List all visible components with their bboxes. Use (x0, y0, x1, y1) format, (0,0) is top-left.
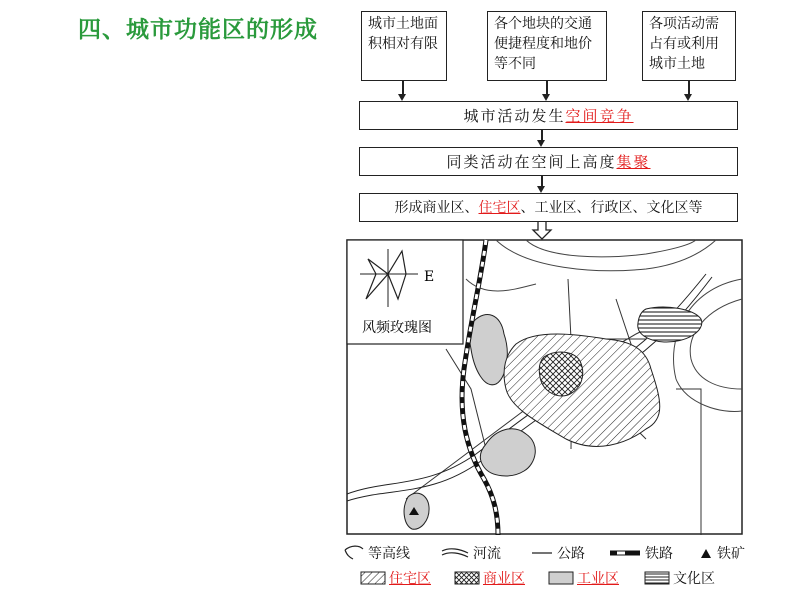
legend-commercial (454, 568, 525, 588)
legend-industrial (548, 568, 619, 588)
mine-icon (698, 545, 714, 561)
wind-rose-label: 风频玫瑰图 (362, 320, 432, 336)
legend-residential (360, 568, 431, 588)
factor-text: 城市土地面积相对有限 (368, 16, 438, 52)
legend-railway (608, 543, 673, 563)
commercial-zone (539, 352, 582, 396)
step-highlight: 集聚 (616, 152, 651, 171)
legend-mine (698, 543, 745, 563)
legend-label: 住宅区 (389, 571, 431, 587)
east-label: E (424, 269, 435, 285)
contour-icon (343, 545, 365, 561)
arrow-down-icon (541, 176, 543, 187)
step-text: 形成商业区、 (394, 199, 479, 216)
step-text: 同类活动在空间上高度 (446, 152, 617, 171)
industrial-swatch (548, 570, 574, 586)
legend-label: 公路 (557, 546, 585, 562)
residential-swatch (360, 570, 386, 586)
arrow-down-icon (688, 81, 690, 95)
legend-label: 商业区 (483, 571, 525, 587)
arrow-down-icon (541, 130, 543, 141)
legend-road (530, 543, 585, 563)
legend-label: 工业区 (577, 571, 619, 587)
legend-river (440, 543, 501, 563)
page-title: 四、城市功能区的形成 (78, 17, 318, 43)
factor-box-transport-price (487, 11, 607, 81)
legend-label: 等高线 (368, 546, 410, 562)
hollow-arrow-icon (530, 222, 554, 240)
legend-label: 铁路 (645, 546, 673, 562)
cultural-swatch (644, 570, 670, 586)
step-result (359, 193, 738, 222)
step-text: 城市活动发生 (463, 106, 566, 125)
legend-label: 铁矿 (717, 546, 745, 562)
step-aggregation (359, 147, 738, 176)
step-highlight: 空间竞争 (565, 106, 634, 125)
factor-text: 各个地块的交通便捷程度和地价等不同 (494, 16, 592, 72)
arrow-down-icon (402, 81, 404, 95)
legend-label: 文化区 (673, 571, 715, 587)
factor-text: 各项活动需占有或利用城市土地 (649, 16, 719, 72)
step-highlight: 住宅区 (478, 199, 521, 216)
step-space-competition (359, 101, 738, 130)
factor-box-land-limited (361, 11, 447, 81)
legend-cultural (644, 568, 715, 588)
legend-label: 河流 (473, 546, 501, 562)
factor-box-land-use (642, 11, 736, 81)
commercial-swatch (454, 570, 480, 586)
river-icon (440, 545, 470, 561)
railway-icon (608, 545, 642, 561)
step-text: 、工业区、行政区、文化区等 (520, 199, 703, 216)
legend-contour (343, 543, 410, 563)
road-icon (530, 545, 554, 561)
city-map (346, 239, 743, 535)
arrow-down-icon (546, 81, 548, 95)
